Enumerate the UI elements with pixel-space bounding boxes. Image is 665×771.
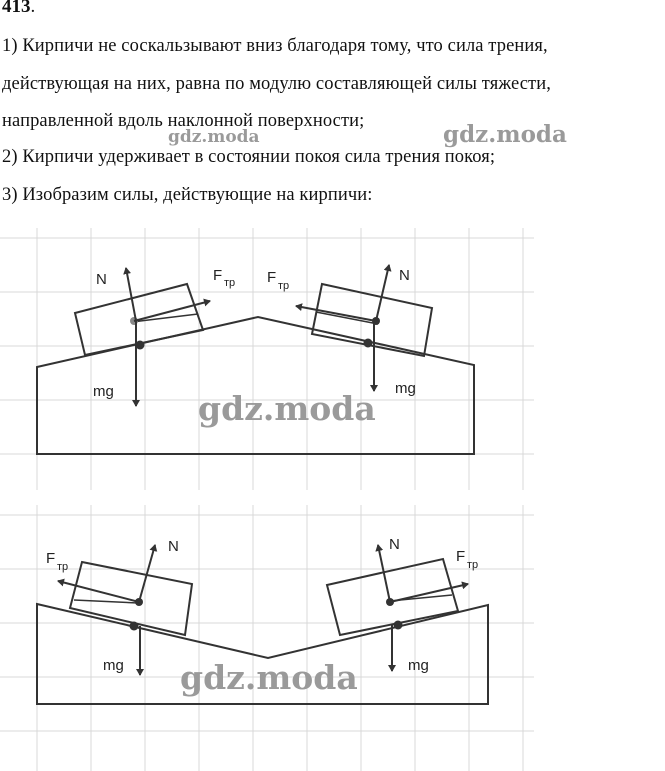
label-bottom-left-mg: mg [103,657,124,674]
label-bottom-right-f: F [456,548,466,565]
friction-arrow-bottom-right [390,584,468,602]
text-line-5: 3) Изобразим силы, действующие на кирпичи: [2,185,373,205]
label-bottom-right-n: N [389,536,400,553]
figure-bottom-diagram [0,505,665,771]
problem-number: 413. [2,0,36,17]
normal-arrow-top-left [126,268,136,321]
label-bottom-left-n: N [168,538,179,555]
label-top-left-f-sub: тр [224,277,236,289]
label-bottom-left-f-sub: тр [57,561,69,573]
label-top-right-mg: mg [395,380,416,397]
figure-top-diagram [0,228,665,490]
watermark-big-bottom: gdz.moda [180,658,358,697]
normal-arrow-top-right [376,265,389,321]
label-bottom-right-mg: mg [408,657,429,674]
text-line-2: действующая на них, равна по модулю составляющей силы тяжести, [2,74,551,94]
label-bottom-right-f-sub: тр [467,559,479,571]
label-bottom-left-f: F [46,550,56,567]
label-top-right-f: F [267,269,277,286]
grid-top [0,228,534,490]
friction-arrow-top-right [296,306,376,321]
friction-arrow-bottom-left [58,581,139,602]
label-top-right-n: N [399,267,410,284]
watermark-small-left: gdz.moda [168,127,260,147]
label-top-left-mg: mg [93,383,114,400]
watermark-small-right: gdz.moda [443,121,567,148]
text-line-3: направленной вдоль наклонной поверхности; [2,111,365,131]
label-top-right-f-sub: тр [278,280,290,292]
watermark-big-top: gdz.moda [198,389,376,428]
grid-bottom [0,505,534,771]
text-line-4: 2) Кирпичи удерживает в состоянии покоя сила трения покоя; [2,147,496,167]
label-top-left-n: N [96,271,107,288]
text-line-1: 1) Кирпичи не соскальзывают вниз благодаря тому, что сила трения, [2,36,548,56]
label-top-left-f: F [213,267,223,284]
